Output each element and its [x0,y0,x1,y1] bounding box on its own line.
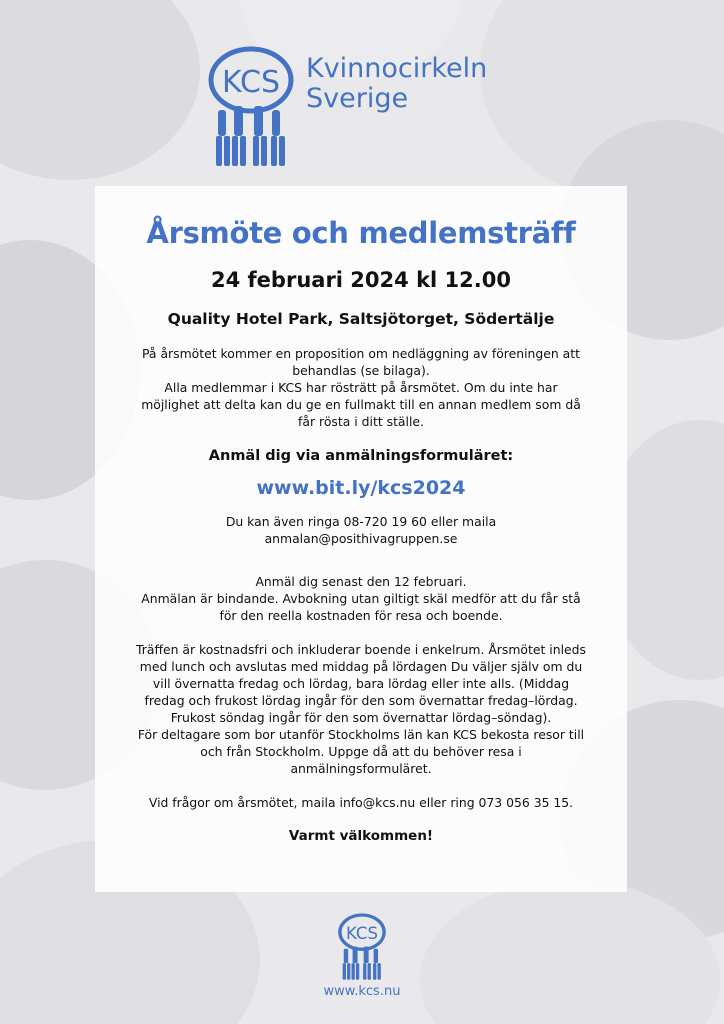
kcs-logo-header [204,40,487,170]
details-line: och från Stockholm. Uppge då att du behöver resa i [200,744,522,759]
details-line: fredag och frukost lördag ingår för den som övernattar fredag–lördag. [144,693,578,708]
intro-line: får rösta i ditt ställe. [298,414,424,429]
page-title: Årsmöte och medlemsträff [146,216,576,250]
event-date: 24 februari 2024 kl 12.00 [211,268,511,292]
kcs-people-logo-icon [204,40,298,170]
kcs-logo-footer [336,910,388,987]
details-line: Träffen är kostnadsfri och inkluderar boende i enkelrum. Årsmötet inleds [136,642,586,657]
registration-link[interactable]: www.bit.ly/kcs2024 [256,477,466,499]
register-heading: Anmäl dig via anmälningsformuläret: [208,448,514,464]
contact-line: Du kan även ringa 08-720 19 60 eller maila [225,514,497,529]
organization-name [306,54,487,114]
intro-line: På årsmötet kommer en proposition om nedläggning av föreningen att [142,346,580,361]
details-line: med lunch och avslutas med middag på lördagen Du väljer själv om du [139,659,583,674]
contact-email[interactable]: anmalan@posithivagruppen.se [264,531,458,546]
deadline-line: Anmälan är bindande. Avbokning utan giltigt skäl medför att du får stå [141,591,581,606]
details-line: anmälningsformuläret. [290,761,432,776]
deadline-line: för den reella kostnaden för resa och boende. [219,608,503,623]
questions-paragraph: Vid frågor om årsmötet, maila info@kcs.nu eller ring 073 056 35 15. [148,795,574,810]
footer-website-link[interactable]: www.kcs.nu [323,984,401,999]
intro-paragraph [113,345,609,430]
deadline-line: Anmäl dig senast den 12 februari. [255,574,467,589]
details-paragraph [113,641,609,777]
intro-line: möjlighet att delta kan du ge en fullmakt till en annan medlem som då [141,397,581,412]
contact-paragraph [113,513,609,547]
deadline-paragraph [113,573,609,624]
organization-name-line1: Kvinnocirkeln [306,53,488,84]
kcs-people-logo-icon [336,910,388,982]
details-line: För deltagare som bor utanför Stockholms län kan KCS bekosta resor till [137,727,585,742]
svg-text:KCS: KCS [221,65,281,100]
intro-line: behandlas (se bilaga). [292,363,430,378]
details-line: Frukost söndag ingår för den som övernattar lördag–söndag). [170,710,552,725]
event-location: Quality Hotel Park, Saltsjötorget, Södertälje [167,310,555,328]
intro-line: Alla medlemmar i KCS har rösträtt på årsmötet. Om du inte har [164,380,558,395]
details-line: vill övernatta fredag och lördag, bara lördag eller inte alls. (Middag [152,676,570,691]
invitation-content [95,186,627,844]
organization-name-line2: Sverige [306,83,409,114]
svg-text:KCS: KCS [345,923,379,943]
welcome-text: Varmt välkommen! [288,828,434,844]
